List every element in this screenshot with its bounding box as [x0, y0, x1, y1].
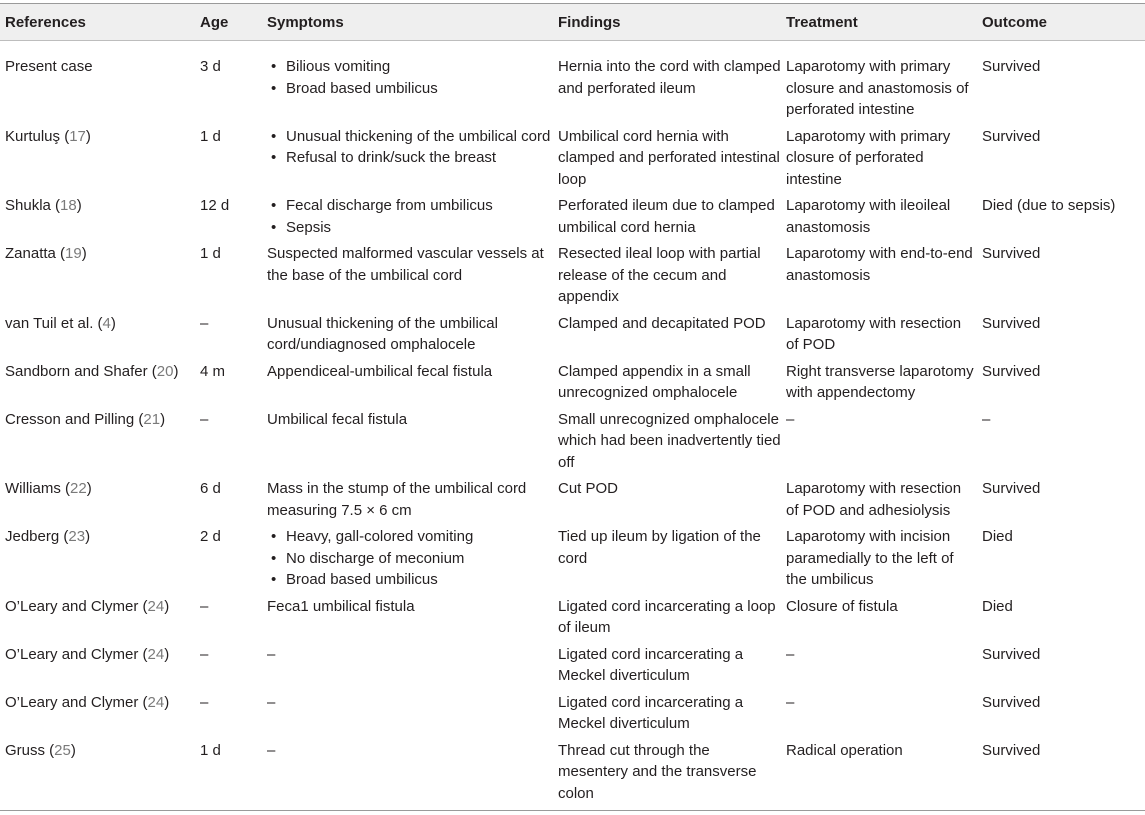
reference-name: Cresson and Pilling ( [5, 410, 144, 428]
reference-citation-link[interactable]: 24 [147, 693, 165, 711]
cell-age: – [200, 693, 209, 711]
table-row [0, 644, 1145, 692]
cell-outcome: Died (due to sepsis) [982, 197, 1116, 214]
cell-age: – [200, 314, 209, 332]
reference-name: Williams ( [5, 480, 70, 497]
cell-age: 1 d [200, 741, 221, 759]
cell-reference [0, 409, 195, 479]
table-row [0, 478, 1145, 526]
cell-findings: Tied up ileum by ligation of the cord [558, 528, 761, 567]
cell-treatment: – [786, 410, 795, 428]
symptom-item: • Heavy, gall-colored vomiting [267, 526, 553, 548]
cell-age: 6 d [200, 480, 221, 497]
reference-name: O’Leary and Clymer ( [5, 597, 148, 615]
table-row [0, 361, 1145, 409]
reference-close-paren: ) [85, 127, 91, 145]
cell-reference [0, 126, 195, 196]
column-header-references: References [5, 13, 86, 31]
cell-reference [0, 195, 195, 243]
cell-symptoms [262, 126, 553, 196]
cell-symptoms: Appendiceal-umbilical fecal fistula [267, 362, 493, 380]
reference-name: Sandborn and Shafer ( [5, 362, 157, 380]
table-row [0, 692, 1145, 740]
symptom-item: • Broad based umbilicus [267, 569, 553, 591]
symptoms-list [267, 195, 553, 238]
cell-findings: Ligated cord incarcerating a Meckel diverticulum [558, 693, 744, 732]
column-header-outcome: Outcome [982, 13, 1048, 31]
cell-treatment: Laparotomy with primary closure of perforated intestine [786, 127, 951, 188]
reference-close-paren: ) [76, 197, 82, 214]
cell-age: 2 d [200, 528, 221, 545]
reference-citation-link[interactable]: 19 [65, 245, 82, 262]
cell-outcome: Died [982, 528, 1013, 545]
reference-citation-link[interactable]: 18 [60, 197, 77, 214]
cell-treatment: – [786, 693, 795, 711]
cell-symptoms: Mass in the stump of the umbilical cord measuring 7.5 × 6 cm [267, 480, 527, 519]
column-header-age: Age [200, 13, 229, 31]
cell-symptoms: Feca1 umbilical fistula [267, 597, 415, 615]
symptom-item: • Unusual thickening of the umbilical cord [267, 126, 553, 148]
cell-findings: Hernia into the cord with clamped and perforated ileum [558, 58, 781, 97]
cell-age: 4 m [200, 362, 226, 380]
cell-symptoms: Umbilical fecal fistula [267, 410, 408, 428]
cell-age: – [200, 410, 209, 428]
symptoms-list [267, 526, 553, 591]
cell-findings: Clamped appendix in a small unrecognized omphalocele [558, 362, 751, 401]
cell-findings: Ligated cord incarcerating a Meckel diverticulum [558, 645, 744, 684]
cell-outcome: Survived [982, 362, 1041, 380]
reference-name: Present case [5, 58, 93, 75]
reference-close-paren: ) [160, 410, 166, 428]
cell-findings: Cut POD [558, 480, 619, 497]
cell-findings: Umbilical cord hernia with clamped and perforated intestinal loop [558, 127, 780, 188]
cell-age: 12 d [200, 197, 230, 214]
table-row [0, 526, 1145, 596]
cell-treatment: – [786, 645, 795, 663]
symptoms-list [267, 126, 553, 169]
cell-treatment: Laparotomy with primary closure and anastomosis of perforated intestine [786, 58, 969, 118]
reference-close-paren: ) [110, 314, 116, 332]
table-row [0, 313, 1145, 361]
cell-outcome: Survived [982, 58, 1041, 75]
cell-outcome: Survived [982, 645, 1041, 663]
cell-symptoms: – [267, 693, 276, 711]
cell-reference [0, 361, 195, 409]
table-row [0, 195, 1145, 243]
cell-treatment: Laparotomy with end-to-end anastomosis [786, 245, 973, 284]
cell-reference [0, 313, 195, 361]
cell-outcome: Died [982, 597, 1013, 615]
cell-outcome: Survived [982, 314, 1041, 332]
table-row [0, 126, 1145, 196]
reference-citation-link[interactable]: 24 [147, 597, 165, 615]
reference-name: O’Leary and Clymer ( [5, 693, 148, 711]
cell-age: 1 d [200, 245, 221, 262]
table-row [0, 409, 1145, 479]
table-body [0, 40, 1145, 809]
cell-treatment: Laparotomy with resection of POD [786, 314, 962, 353]
cell-reference [0, 478, 195, 526]
reference-citation-link[interactable]: 25 [54, 741, 71, 759]
table-header-row [0, 4, 1145, 40]
cell-treatment: Closure of fistula [786, 597, 898, 615]
cell-reference [0, 243, 195, 313]
cell-findings: Thread cut through the mesentery and the transverse colon [558, 741, 757, 802]
cell-outcome: Survived [982, 245, 1041, 262]
cell-symptoms [262, 526, 553, 596]
cell-symptoms: – [267, 741, 276, 759]
cell-reference [0, 692, 195, 740]
reference-name: O’Leary and Clymer ( [5, 645, 148, 663]
reference-name: van Tuil et al. ( [5, 314, 103, 332]
cell-reference [0, 40, 195, 126]
cell-outcome: Survived [982, 127, 1041, 145]
column-header-treatment: Treatment [786, 13, 858, 31]
reference-close-paren: ) [164, 645, 170, 663]
case-reports-table [0, 4, 1145, 809]
reference-close-paren: ) [164, 597, 170, 615]
cell-outcome: Survived [982, 741, 1041, 759]
cell-symptoms [262, 195, 553, 243]
cell-findings: Perforated ileum due to clamped umbilical cord hernia [558, 197, 775, 236]
reference-close-paren: ) [70, 741, 76, 759]
symptom-item: • Broad based umbilicus [267, 78, 553, 100]
reference-citation-link[interactable]: 24 [147, 645, 165, 663]
reference-citation-link[interactable]: 22 [70, 480, 87, 497]
column-header-symptoms: Symptoms [267, 13, 344, 31]
cell-age: – [200, 597, 209, 615]
reference-name: Zanatta ( [5, 245, 66, 262]
cell-treatment: Right transverse laparotomy with appendectomy [786, 362, 974, 401]
table-row [0, 740, 1145, 810]
symptoms-list [267, 56, 553, 99]
reference-name: Kurtuluş ( [5, 127, 70, 145]
cell-outcome: Survived [982, 480, 1041, 497]
cell-treatment: Laparotomy with resection of POD and adhesiolysis [786, 480, 962, 519]
cell-outcome: – [982, 410, 991, 428]
cell-reference [0, 526, 195, 596]
bottom-rule [0, 810, 1145, 811]
cell-symptoms: Unusual thickening of the umbilical cord/undiagnosed omphalocele [267, 314, 498, 353]
symptom-item: • No discharge of meconium [267, 548, 553, 570]
cell-treatment: Laparotomy with incision paramedially to the left of the umbilicus [786, 528, 954, 588]
reference-citation-link[interactable]: 17 [69, 127, 86, 145]
reference-citation-link[interactable]: 23 [68, 528, 86, 545]
symptom-item: • Sepsis [267, 217, 553, 239]
cell-reference [0, 644, 195, 692]
reference-citation-link[interactable]: 4 [102, 314, 111, 332]
cell-findings: Small unrecognized omphalocele which had been inadvertently tied off [558, 410, 781, 471]
symptom-item: • Refusal to drink/suck the breast [267, 147, 553, 169]
table-row [0, 40, 1145, 126]
reference-name: Shukla ( [5, 197, 61, 214]
cell-treatment: Radical operation [786, 741, 903, 759]
cell-age: 1 d [200, 127, 221, 145]
cell-reference [0, 740, 195, 810]
table-row [0, 596, 1145, 644]
cell-age: 3 d [200, 58, 221, 75]
symptom-item: • Fecal discharge from umbilicus [267, 195, 553, 217]
cell-symptoms [262, 40, 553, 126]
reference-citation-link[interactable]: 20 [156, 362, 174, 380]
cell-symptoms: Suspected malformed vascular vessels at the base of the umbilical cord [267, 245, 544, 284]
reference-name: Gruss ( [5, 741, 55, 759]
cell-symptoms: – [267, 645, 276, 663]
cell-outcome: Survived [982, 693, 1041, 711]
reference-close-paren: ) [173, 362, 179, 380]
cell-treatment: Laparotomy with ileoileal anastomosis [786, 197, 951, 236]
reference-close-paren: ) [85, 528, 91, 545]
cell-findings: Resected ileal loop with partial release of the cecum and appendix [558, 245, 761, 305]
table-row [0, 243, 1145, 313]
reference-close-paren: ) [81, 245, 87, 262]
cell-reference [0, 596, 195, 644]
reference-close-paren: ) [164, 693, 170, 711]
symptom-item: • Bilious vomiting [267, 56, 553, 78]
column-header-findings: Findings [558, 13, 621, 31]
cell-findings: Ligated cord incarcerating a loop of ileum [558, 597, 776, 636]
reference-close-paren: ) [86, 480, 92, 497]
cell-age: – [200, 645, 209, 663]
reference-citation-link[interactable]: 21 [143, 410, 161, 428]
reference-name: Jedberg ( [5, 528, 69, 545]
cell-findings: Clamped and decapitated POD [558, 314, 766, 332]
